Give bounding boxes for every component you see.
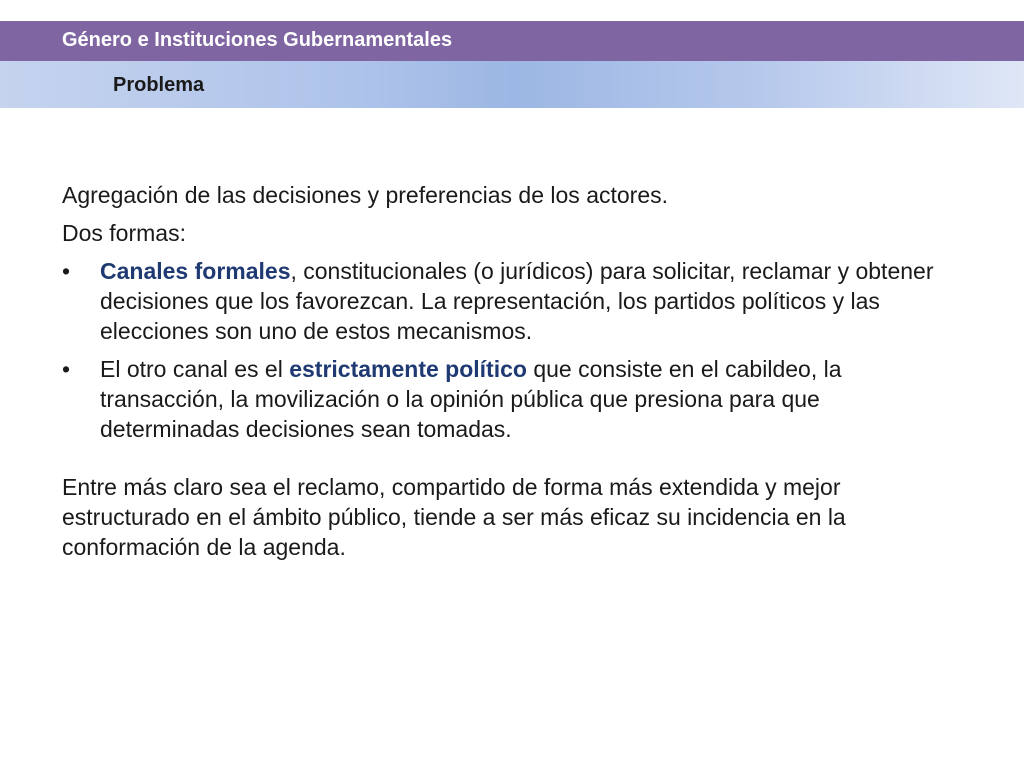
closing-text: Entre más claro sea el reclamo, compartido de forma más extendida y mejor estructurado en el ámbito público, tiende a ser más eficaz su incidencia en la conformación de la agenda.	[62, 474, 846, 560]
bullet-icon: •	[62, 356, 71, 382]
subtitle-bar	[0, 61, 1024, 108]
list-item	[62, 354, 962, 444]
bullet-text-after: , constitucionales (o jurídicos) para solicitar, reclamar y obtener decisiones que los favorezcan. La representación, los partidos políticos y las elecciones son uno de estos mecanismos.	[100, 258, 934, 344]
slide-content	[62, 180, 962, 570]
top-margin	[0, 0, 1024, 21]
intro-text: Agregación de las decisiones y preferencias de los actores.	[62, 182, 669, 208]
slide-subtitle: Problema	[113, 74, 205, 96]
title-bar	[0, 21, 1024, 61]
bullet-highlight: estrictamente político	[289, 356, 527, 382]
bullet-text-after: que consiste en el cabildeo, la transacción, la movilización o la opinión pública que presiona para que determinadas decisiones sean tomadas.	[100, 356, 842, 442]
forms-label: Dos formas:	[62, 220, 186, 246]
bullet-text-before: El otro canal es el	[100, 356, 290, 382]
list-item	[62, 256, 962, 346]
bullet-highlight: Canales formales	[100, 258, 291, 284]
bullet-icon: •	[62, 258, 71, 284]
slide-title: Género e Instituciones Gubernamentales	[62, 29, 453, 51]
bullet-list	[62, 256, 962, 444]
